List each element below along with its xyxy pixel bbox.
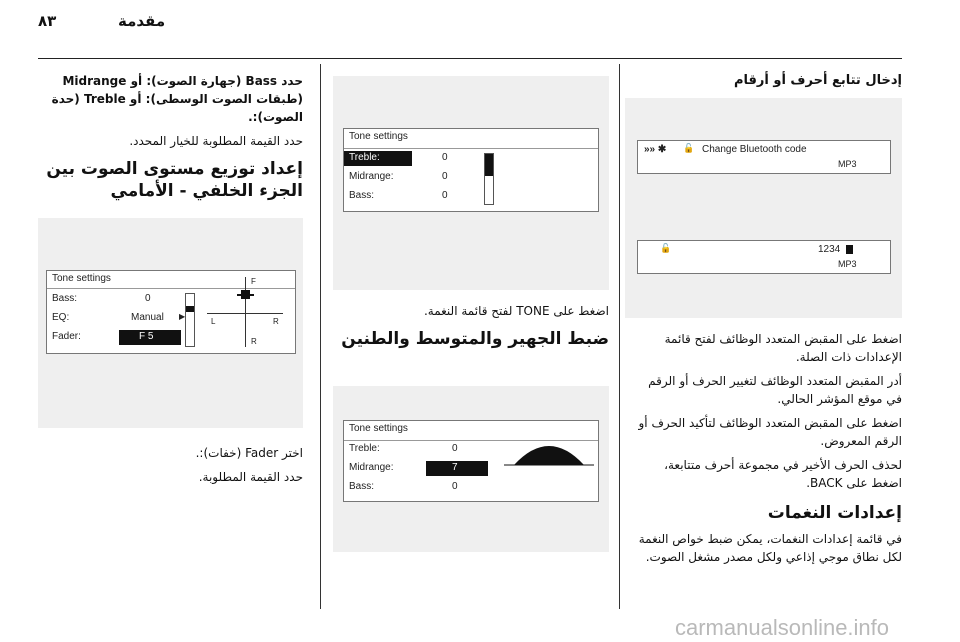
row-label: Midrange: [349,462,394,473]
axis-vertical [245,277,246,347]
row-value: 0 [442,190,448,201]
paragraph: اضغط على المقبض المتعدد الوظائف لفتح قائمة الإعدادات ذات الصلة. [664,332,902,364]
pin-code-value: 1234 [818,244,841,255]
tone-panel-3 [38,218,303,428]
section-heading-char-input: إدخال تتابع أحرف أو أرقام [733,73,902,88]
balance-fader-diagram [207,277,287,349]
screen-title: Tone settings [349,131,408,142]
section-heading-eq: ضبط الجهير والمتوسط والطنين [341,329,609,349]
row-label: Midrange: [349,171,394,182]
pin-entry-screen [637,240,891,274]
fader-settings-screen [46,270,296,354]
bt-screens-panel [625,98,902,318]
row-label: EQ: [52,312,70,323]
paragraph: اضغط على المقبض المتعدد الوظائف لتأكيد الحرف أو الرقم المعروض. [638,416,902,448]
paragraph: لحذف الحرف الأخير في مجموعة أحرف متتابعة، اضغط على BACK. [664,458,902,490]
paragraph: اختر Fader (خفات):. [195,446,303,460]
screen-title: Tone settings [349,423,408,434]
level-bar-fill [485,154,493,176]
paragraph: حدد Bass (جهارة الصوت): أو Midrange (طبقات الصوت الوسطى): أو Treble (حدة الصوت):. [51,74,303,124]
lock-icon: 🔓 [683,143,695,153]
section-heading-fader: إعداد توزيع مستوى الصوت بين الجزء الخلفي - الأمامي [46,159,303,201]
row-value: 0 [145,293,151,304]
axis-label-front: F [251,277,256,286]
page-number: ٨٣ [38,12,57,30]
right-column-text [632,330,902,572]
paragraph: حدد القيمة المطلوبة. [198,470,303,484]
row-value: 7 [452,462,458,473]
column-divider-right [619,64,620,609]
watermark: carmanualsonline.info [675,615,890,640]
row-value: F 5 [139,331,154,342]
tone-row-treble [344,151,598,166]
row-value: Manual [131,312,164,323]
lock-icon: 🔓 [660,243,672,253]
tone-settings-screen [343,420,599,502]
row-value: 0 [452,443,458,454]
bt-status-icons: »» ✱ [644,144,667,155]
row-label: Bass: [52,293,78,304]
tone-panel-2 [333,386,609,552]
tone-row-midrange [344,170,598,185]
row-label: Bass: [349,481,375,492]
paragraph: اضغط على TONE لفتح قائمة النغمة. [423,304,609,318]
axis-horizontal [207,313,283,314]
eq-curve-graphic [504,441,594,467]
row-value: 0 [442,152,448,163]
divider [344,148,598,149]
tone-row-bass [344,189,598,204]
arrow-right-icon: ▶ [179,312,186,321]
tone-row-bass [344,480,598,495]
column-divider-left [320,64,321,609]
page-header-title: مقدمة [118,12,166,30]
right-column [632,72,902,90]
row-value: 0 [442,171,448,182]
paragraph: حدد القيمة المطلوبة للخيار المحدد. [129,134,303,148]
axis-label-left: L [211,317,216,326]
tone-panel-1 [333,76,609,290]
tone-settings-screen [343,128,599,212]
left-column-text [38,72,303,208]
row-value: 0 [452,481,458,492]
bt-code-label: Change Bluetooth code [702,144,807,155]
bt-code-screen [637,140,891,174]
row-label: Treble: [349,443,380,454]
source-label: MP3 [838,159,857,169]
middle-column-text [333,302,609,356]
paragraph: في قائمة إعدادات النغمات، يمكن ضبط خواص النغمة لكل نطاق موجي إذاعي ولكل مصدر مشغل الصوت. [638,532,902,564]
axis-label-rear: R [251,337,257,346]
cursor-block [846,245,853,254]
left-column-text-2 [38,444,303,492]
level-bar [185,293,195,347]
level-bar [484,153,494,205]
row-label: Bass: [349,190,375,201]
row-label: Fader: [52,331,81,342]
header-rule [38,58,902,59]
axis-label-right: R [273,317,279,326]
row-label: Treble: [349,152,380,163]
source-label: MP3 [838,259,857,269]
screen-title: Tone settings [52,273,111,284]
paragraph: أدر المقبض المتعدد الوظائف لتغيير الحرف أو الرقم في موقع المؤشر الحالي. [648,374,902,406]
fader-marker-bar [237,294,254,296]
section-heading-tone: إعدادات النغمات [767,503,902,523]
level-bar-fill [186,306,194,312]
